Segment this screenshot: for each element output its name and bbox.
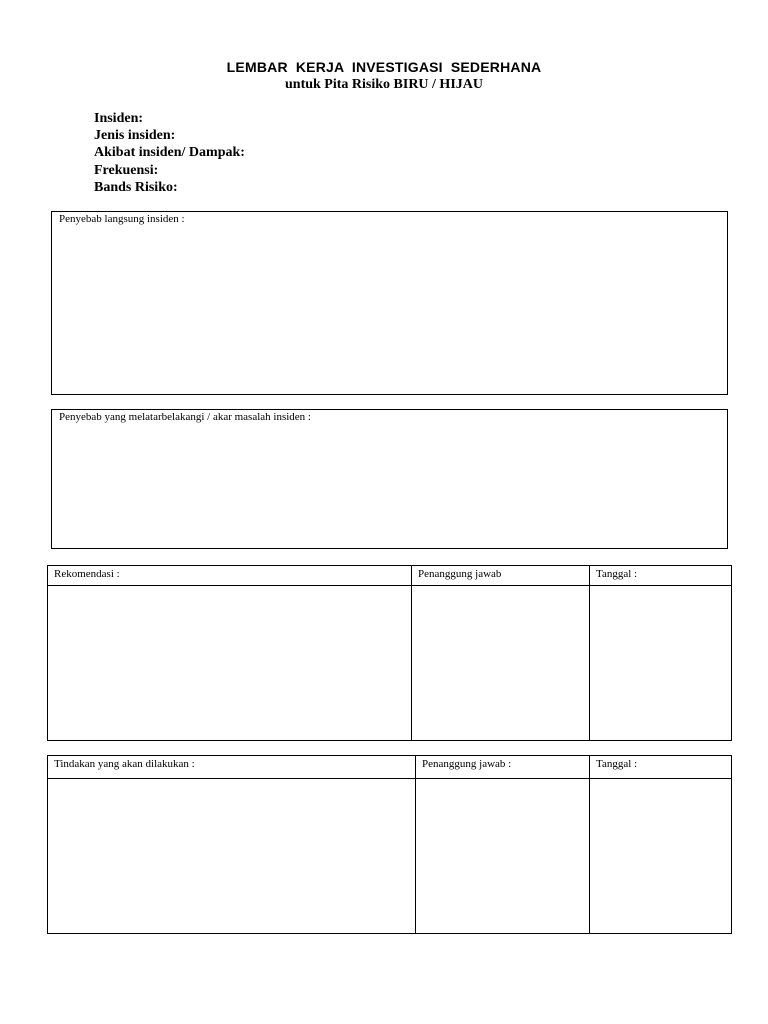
action-cell[interactable] [48, 779, 416, 934]
recommendation-table [47, 565, 732, 741]
incident-fields [94, 110, 245, 196]
page-title: LEMBAR KERJA INVESTIGASI SEDERHANA [226, 59, 542, 75]
field-jenis-insiden: Jenis insiden: [94, 128, 176, 144]
page-subtitle: untuk Pita Risiko BIRU / HIJAU [285, 77, 483, 92]
direct-cause-label: Penyebab langsung insiden : [59, 213, 185, 225]
table-row [48, 779, 732, 934]
table-header-row [48, 756, 732, 779]
table-row [48, 586, 732, 741]
date-cell[interactable] [590, 586, 732, 741]
responsible-cell[interactable] [412, 586, 590, 741]
field-insiden: Insiden: [94, 111, 144, 126]
direct-cause-box[interactable] [51, 211, 728, 395]
field-akibat-insiden: Akibat insiden/ Dampak: [94, 145, 245, 161]
root-cause-label: Penyebab yang melatarbelakangi / akar masalah insiden : [59, 411, 311, 423]
responsible-cell[interactable] [416, 779, 590, 934]
action-header: Tindakan yang akan dilakukan : [48, 756, 416, 779]
field-bands-risiko: Bands Risiko: [94, 179, 178, 195]
action-table [47, 755, 732, 934]
recommendation-header: Rekomendasi : [48, 566, 412, 586]
field-frekuensi: Frekuensi: [94, 162, 159, 178]
date-cell[interactable] [590, 779, 732, 934]
date-header: Tanggal : [590, 756, 732, 779]
date-header: Tanggal : [590, 566, 732, 586]
table-header-row [48, 566, 732, 586]
recommendation-cell[interactable] [48, 586, 412, 741]
root-cause-box[interactable] [51, 409, 728, 549]
responsible-header: Penanggung jawab [412, 566, 590, 586]
responsible-header: Penanggung jawab : [416, 756, 590, 779]
